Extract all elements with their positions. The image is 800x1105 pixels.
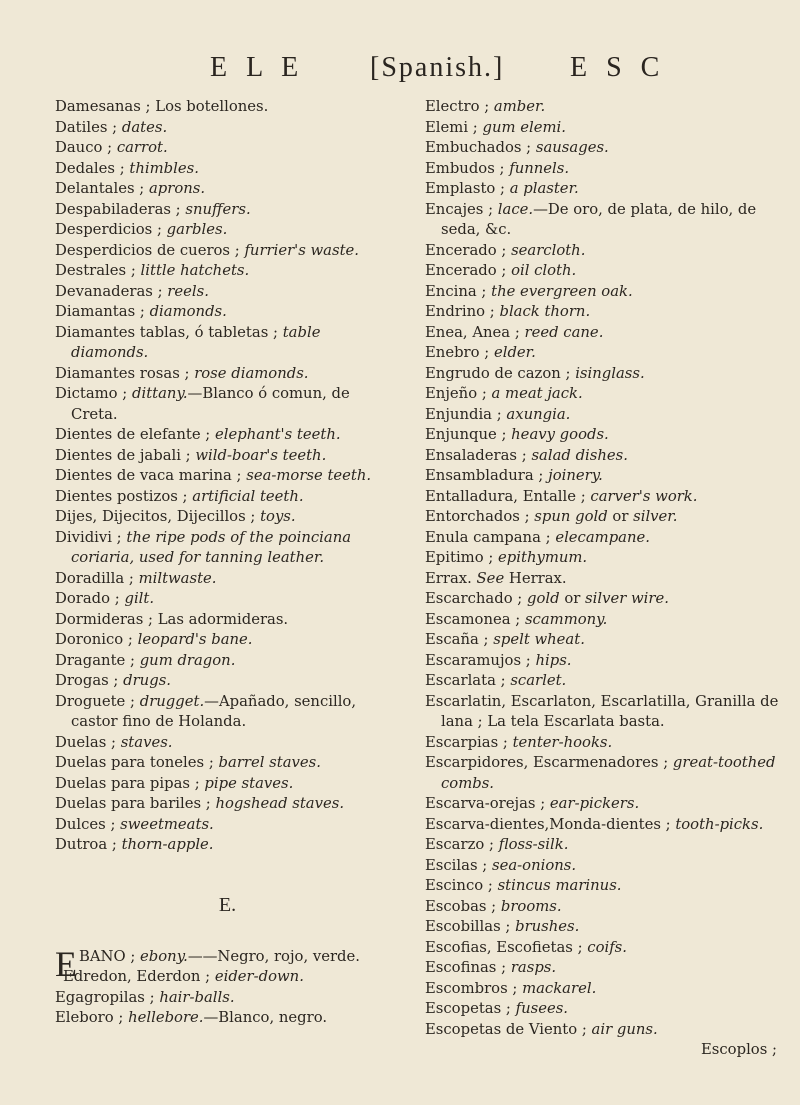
entry-english: heavy goods. xyxy=(511,426,609,443)
dictionary-entry xyxy=(425,179,785,200)
entry-spanish: Embuchados ; xyxy=(425,139,532,156)
entry-english: sausages. xyxy=(535,139,609,156)
dictionary-entry xyxy=(55,364,400,385)
entry-spanish: Ensambladura ; xyxy=(425,467,544,484)
dictionary-entry xyxy=(55,610,400,631)
dictionary-entry xyxy=(55,384,400,425)
entry-english: little hatchets. xyxy=(140,262,250,279)
entry-english: leopard's bane. xyxy=(137,631,253,648)
entry-spanish: Edredon, Ederdon ; xyxy=(63,968,211,985)
dictionary-entry xyxy=(425,343,785,364)
dictionary-entry xyxy=(425,548,785,569)
entry-english: rasps. xyxy=(510,959,557,976)
entry-note: Herrax. xyxy=(508,569,567,587)
entry-english: fusees. xyxy=(515,1000,569,1017)
entry-english: joinery. xyxy=(548,467,603,484)
entry-spanish: Escinco ; xyxy=(425,877,493,894)
entry-spanish: Dientes de vaca marina ; xyxy=(55,467,242,484)
entry-spanish: Despabiladeras ; xyxy=(55,200,181,218)
entry-english: toys. xyxy=(260,508,296,525)
entry-spanish: Diamantes rosas ; xyxy=(55,364,190,382)
entry-english: reels. xyxy=(167,282,209,300)
entry-spanish: Endrino ; xyxy=(425,303,495,320)
entry-english: mackarel. xyxy=(522,979,597,997)
entry-english: epithymum. xyxy=(498,549,588,566)
entry-spanish: Dedales ; xyxy=(55,159,125,177)
entry-spanish: Enjundia ; xyxy=(425,405,502,423)
entry-spanish: Escaramujos ; xyxy=(425,651,531,669)
entry-note: or xyxy=(564,590,581,607)
entry-english: gilt. xyxy=(124,590,155,607)
entry-note: —Apañado, sencillo, castor fino de Holanda. xyxy=(71,692,357,730)
entry-english: silver wire. xyxy=(585,590,669,607)
entry-spanish: Escaña ; xyxy=(425,631,489,648)
header-right: E S C xyxy=(570,52,666,83)
dictionary-entry xyxy=(55,425,400,446)
ebano-head: BANO ; xyxy=(79,947,136,965)
dictionary-entry xyxy=(425,589,785,610)
entry-english: brooms. xyxy=(500,897,562,915)
entry-english: elephant's teeth. xyxy=(215,426,341,443)
section-letter: E. xyxy=(218,893,237,916)
dictionary-entry xyxy=(55,651,400,672)
entry-english: dittany. xyxy=(132,385,188,402)
dictionary-entry xyxy=(425,876,785,897)
entry-english: wild-boar's teeth. xyxy=(195,446,327,464)
entry-spanish: Escarva-dientes,Monda-dientes ; xyxy=(425,815,671,833)
entry-spanish: Escarlatin, Escarlaton, Escarlatilla, Granilla de lana ; xyxy=(425,692,779,730)
dictionary-entry xyxy=(55,528,400,569)
entry-spanish: Dijes, Dijecitos, Dijecillos ; xyxy=(55,508,256,525)
entry-english: stincus marinus. xyxy=(497,877,622,894)
right-column xyxy=(425,97,785,1061)
dictionary-entry xyxy=(425,200,785,241)
entry-english: searcloth. xyxy=(511,241,586,259)
entry-spanish: Dientes postizos ; xyxy=(55,487,188,505)
entry-spanish: Escarpias ; xyxy=(425,733,508,751)
entry-note: Las adormideras. xyxy=(157,610,289,628)
entry-spanish: Dormideras ; xyxy=(55,610,154,628)
dictionary-entry xyxy=(425,610,785,631)
dictionary-entry xyxy=(55,671,400,692)
entry-english: spun gold xyxy=(534,508,608,525)
dictionary-entry xyxy=(425,753,785,794)
entry-note: —De oro, de plata, de hilo, de seda, &c. xyxy=(441,200,757,238)
entry-english: scarlet. xyxy=(510,672,567,689)
entry-english: funnels. xyxy=(509,159,570,177)
entry-english: the ripe pods of the poinciana coriaria, used for tanning leather. xyxy=(71,528,352,566)
entry-spanish: Escopetas de Viento ; xyxy=(425,1020,587,1038)
entry-spanish: Encajes ; xyxy=(425,200,494,218)
dictionary-entry xyxy=(55,241,400,262)
entry-english: elecampane. xyxy=(555,528,650,546)
dictionary-entry xyxy=(425,323,785,344)
entry-english: dates. xyxy=(121,118,168,136)
entry-spanish: Escobillas ; xyxy=(425,918,511,935)
dictionary-entry xyxy=(425,384,785,405)
entry-spanish: Dulces ; xyxy=(55,815,116,833)
entry-spanish: Enebro ; xyxy=(425,344,490,361)
entry-english: sweetmeats. xyxy=(120,815,214,833)
dictionary-entry xyxy=(425,466,785,487)
entry-english: isinglass. xyxy=(575,364,645,382)
dictionary-entry xyxy=(425,630,785,651)
entry-english: air guns. xyxy=(591,1020,658,1038)
dictionary-entry xyxy=(425,528,785,549)
entry-english: oil cloth. xyxy=(511,262,577,279)
entry-english: thimbles. xyxy=(129,159,199,177)
entry-spanish: Electro ; xyxy=(425,98,490,115)
left-entries xyxy=(55,97,400,856)
dictionary-entry xyxy=(425,97,785,118)
dictionary-entry xyxy=(55,774,400,795)
dictionary-entry xyxy=(425,282,785,303)
dictionary-entry xyxy=(55,733,400,754)
dictionary-entry xyxy=(425,446,785,467)
entry-english: hellebore. xyxy=(128,1009,204,1026)
entry-note: La tela Escarlata basta. xyxy=(487,713,665,730)
entry-english: hair-balls. xyxy=(159,988,235,1006)
entry-note: —Blanco ó comun, de Creta. xyxy=(71,385,350,423)
entry-spanish: Diamantas ; xyxy=(55,303,145,320)
entry-english: hogshead staves. xyxy=(215,795,345,812)
dictionary-entry xyxy=(55,967,400,988)
entry-english: floss-silk. xyxy=(498,836,569,853)
entry-english: brushes. xyxy=(515,918,580,935)
entry-english: gum elemi. xyxy=(482,118,566,136)
entry-spanish: Engrudo de cazon ; xyxy=(425,364,571,382)
entry-english: elder. xyxy=(493,344,536,361)
entry-spanish: Enjunque ; xyxy=(425,426,507,443)
dictionary-entry xyxy=(55,835,400,856)
entry-spanish: Emplasto ; xyxy=(425,180,505,197)
entry-spanish: Escarlata ; xyxy=(425,672,506,689)
entry-spanish: Drogas ; xyxy=(55,672,119,689)
entry-english: hips. xyxy=(535,651,572,669)
entry-spanish: Enjeño ; xyxy=(425,385,487,402)
dictionary-entry xyxy=(425,138,785,159)
entry-english: the evergreen oak. xyxy=(491,282,633,300)
dictionary-entry xyxy=(55,179,400,200)
dictionary-entry xyxy=(425,979,785,1000)
entry-spanish: Escofias, Escofietas ; xyxy=(425,938,583,956)
entry-spanish: Errax. xyxy=(425,569,472,587)
entry-english: a meat jack. xyxy=(491,385,583,402)
entry-english: gum dragon. xyxy=(139,651,236,669)
dictionary-entry xyxy=(55,323,400,364)
entry-spanish: Damesanas ; xyxy=(55,98,151,115)
entry-spanish: Dutroa ; xyxy=(55,836,117,853)
entry-english: amber. xyxy=(493,98,546,115)
entry-english: lace. xyxy=(497,200,534,218)
dictionary-entry xyxy=(425,364,785,385)
entry-english: reed cane. xyxy=(524,323,604,341)
dictionary-entry xyxy=(55,753,400,774)
dictionary-entry xyxy=(55,466,400,487)
dictionary-entry xyxy=(55,118,400,139)
entry-spanish: Duelas ; xyxy=(55,733,116,751)
entry-spanish: Escamonea ; xyxy=(425,610,521,628)
entry-english: gold xyxy=(527,590,560,607)
dictionary-entry xyxy=(425,425,785,446)
dictionary-entry xyxy=(425,302,785,323)
entry-english: See xyxy=(476,569,505,587)
dictionary-entry xyxy=(425,938,785,959)
dictionary-entry xyxy=(425,1020,785,1041)
right-entries xyxy=(425,97,785,1040)
dictionary-entry xyxy=(425,507,785,528)
entry-spanish: Dauco ; xyxy=(55,139,113,156)
dictionary-entry xyxy=(425,118,785,139)
header-left: E L E xyxy=(210,52,305,83)
dictionary-entry xyxy=(55,630,400,651)
entry-spanish: Egagropilas ; xyxy=(55,988,155,1006)
dictionary-entry xyxy=(425,815,785,836)
entry-spanish: Duelas para toneles ; xyxy=(55,754,214,771)
entry-english: eider-down. xyxy=(214,968,304,985)
entry-spanish: Epitimo ; xyxy=(425,549,494,566)
entry-english: staves. xyxy=(120,733,173,751)
left-column xyxy=(55,97,400,1029)
dictionary-entry xyxy=(55,282,400,303)
entry-english: rose diamonds. xyxy=(194,364,309,382)
entry-spanish: Duelas para pipas ; xyxy=(55,774,200,792)
entry-english: great-toothed combs. xyxy=(441,754,776,792)
dictionary-entry xyxy=(55,692,400,733)
entry-spanish: Destrales ; xyxy=(55,262,136,279)
dictionary-entry xyxy=(55,507,400,528)
dictionary-entry xyxy=(425,651,785,672)
entry-english: miltwaste. xyxy=(138,569,217,587)
running-header xyxy=(0,52,800,92)
entry-english: a plaster. xyxy=(509,180,579,197)
dictionary-entry xyxy=(425,487,785,508)
dictionary-entry xyxy=(425,241,785,262)
dictionary-entry xyxy=(425,794,785,815)
dictionary-entry xyxy=(425,261,785,282)
entry-spanish: Escarva-orejas ; xyxy=(425,795,546,812)
header-center: [Spanish.] xyxy=(370,52,505,83)
catchword: Escoplos ; xyxy=(701,1041,777,1058)
dictionary-entry xyxy=(55,1008,400,1029)
entry-spanish: Doradilla ; xyxy=(55,569,134,587)
left-after-entries xyxy=(55,967,400,1029)
entry-english: drugget. xyxy=(139,692,205,710)
entry-spanish: Dragante ; xyxy=(55,651,135,669)
entry-english: table diamonds. xyxy=(71,323,321,361)
entry-spanish: Entalladura, Entalle ; xyxy=(425,487,586,505)
entry-spanish: Enula campana ; xyxy=(425,528,551,546)
dictionary-entry xyxy=(425,159,785,180)
entry-note: or xyxy=(612,508,629,525)
entry-english: artificial teeth. xyxy=(192,487,304,505)
entry-english: ear-pickers. xyxy=(549,795,640,812)
dictionary-entry xyxy=(55,302,400,323)
entry-spanish: Encerado ; xyxy=(425,262,507,279)
entry-spanish: Escofinas ; xyxy=(425,959,507,976)
entry-spanish: Desperdicios de cueros ; xyxy=(55,241,240,259)
entry-spanish: Escopetas ; xyxy=(425,1000,511,1017)
entry-spanish: Escarpidores, Escarmenadores ; xyxy=(425,754,669,771)
ebano-translation: ebony. xyxy=(140,947,188,965)
entry-spanish: Dorado ; xyxy=(55,590,120,607)
dictionary-entry xyxy=(55,446,400,467)
dictionary-entry xyxy=(55,487,400,508)
entry-spanish: Doronico ; xyxy=(55,631,133,648)
entry-spanish: Dictamo ; xyxy=(55,385,128,402)
dictionary-entry xyxy=(425,569,785,590)
entry-english: salad dishes. xyxy=(531,446,628,464)
entry-spanish: Escilas ; xyxy=(425,856,488,874)
entry-english: snuffers. xyxy=(185,200,251,218)
ebano-rest: ——Negro, rojo, verde. xyxy=(187,947,360,965)
entry-note: Los botellones. xyxy=(155,98,269,115)
entry-english: coifs. xyxy=(587,938,627,956)
entry-spanish: Droguete ; xyxy=(55,692,135,710)
dictionary-entry xyxy=(55,159,400,180)
entry-english: drugs. xyxy=(123,672,171,689)
dictionary-entry xyxy=(425,733,785,754)
entry-spanish: Escarchado ; xyxy=(425,590,523,607)
entry-note: —Blanco, negro. xyxy=(203,1009,328,1026)
entry-spanish: Desperdicios ; xyxy=(55,221,162,238)
entry-english: carrot. xyxy=(116,139,168,156)
entry-english: garbles. xyxy=(166,221,228,238)
entry-english: diamonds. xyxy=(149,303,227,320)
entry-english: barrel staves. xyxy=(218,754,321,771)
dictionary-entry xyxy=(55,220,400,241)
dictionary-entry xyxy=(425,917,785,938)
dictionary-entry xyxy=(425,856,785,877)
dictionary-entry xyxy=(55,589,400,610)
dictionary-entry xyxy=(425,897,785,918)
entry-spanish: Eleboro ; xyxy=(55,1009,124,1026)
entry-spanish: Elemi ; xyxy=(425,118,478,136)
entry-spanish: Datiles ; xyxy=(55,118,118,136)
dictionary-entry xyxy=(55,988,400,1009)
entry-english: pipe staves. xyxy=(204,774,294,792)
dictionary-entry xyxy=(425,405,785,426)
drop-cap: E xyxy=(55,943,77,984)
entry-english: carver's work. xyxy=(590,487,698,505)
entry-spanish: Diamantes tablas, ó tabletas ; xyxy=(55,323,278,341)
dictionary-entry xyxy=(55,569,400,590)
entry-english: aprons. xyxy=(148,180,206,197)
entry-english: tooth-picks. xyxy=(675,815,764,833)
entry-spanish: Embudos ; xyxy=(425,159,505,177)
entry-spanish: Entorchados ; xyxy=(425,508,530,525)
entry-english: scammony. xyxy=(524,610,608,628)
entry-spanish: Encina ; xyxy=(425,282,487,300)
entry-spanish: Escobas ; xyxy=(425,897,497,915)
dictionary-entry xyxy=(55,815,400,836)
dictionary-entry xyxy=(425,835,785,856)
dictionary-entry xyxy=(425,692,785,733)
entry-english: sea-onions. xyxy=(491,856,577,874)
entry-english: sea-morse teeth. xyxy=(246,467,372,484)
entry-spanish: Enea, Anea ; xyxy=(425,323,520,341)
entry-spanish: Escombros ; xyxy=(425,979,518,997)
entry-spanish: Dientes de elefante ; xyxy=(55,426,211,443)
dictionary-entry xyxy=(55,261,400,282)
dictionary-entry xyxy=(55,138,400,159)
entry-spanish: Devanaderas ; xyxy=(55,282,163,300)
entry-spanish: Ensaladeras ; xyxy=(425,446,527,464)
entry-spanish: Dientes de jabali ; xyxy=(55,446,191,464)
entry-spanish: Encerado ; xyxy=(425,241,507,259)
entry-english: axungia. xyxy=(506,405,571,423)
entry-english: black thorn. xyxy=(499,303,591,320)
dictionary-entry xyxy=(55,97,400,118)
entry-english: spelt wheat. xyxy=(493,631,585,648)
entry-spanish: Delantales ; xyxy=(55,180,145,197)
entry-english: silver. xyxy=(633,508,678,525)
dictionary-entry xyxy=(425,999,785,1020)
entry-english: furrier's waste. xyxy=(244,241,360,259)
entry-english: tenter-hooks. xyxy=(512,733,613,751)
entry-english: thorn-apple. xyxy=(121,836,214,853)
dictionary-entry xyxy=(425,671,785,692)
entry-spanish: Duelas para bariles ; xyxy=(55,795,211,812)
dictionary-entry xyxy=(55,200,400,221)
dictionary-entry xyxy=(55,794,400,815)
entry-spanish: Escarzo ; xyxy=(425,836,494,853)
entry-spanish: Dividivi ; xyxy=(55,528,122,546)
dictionary-entry xyxy=(425,958,785,979)
